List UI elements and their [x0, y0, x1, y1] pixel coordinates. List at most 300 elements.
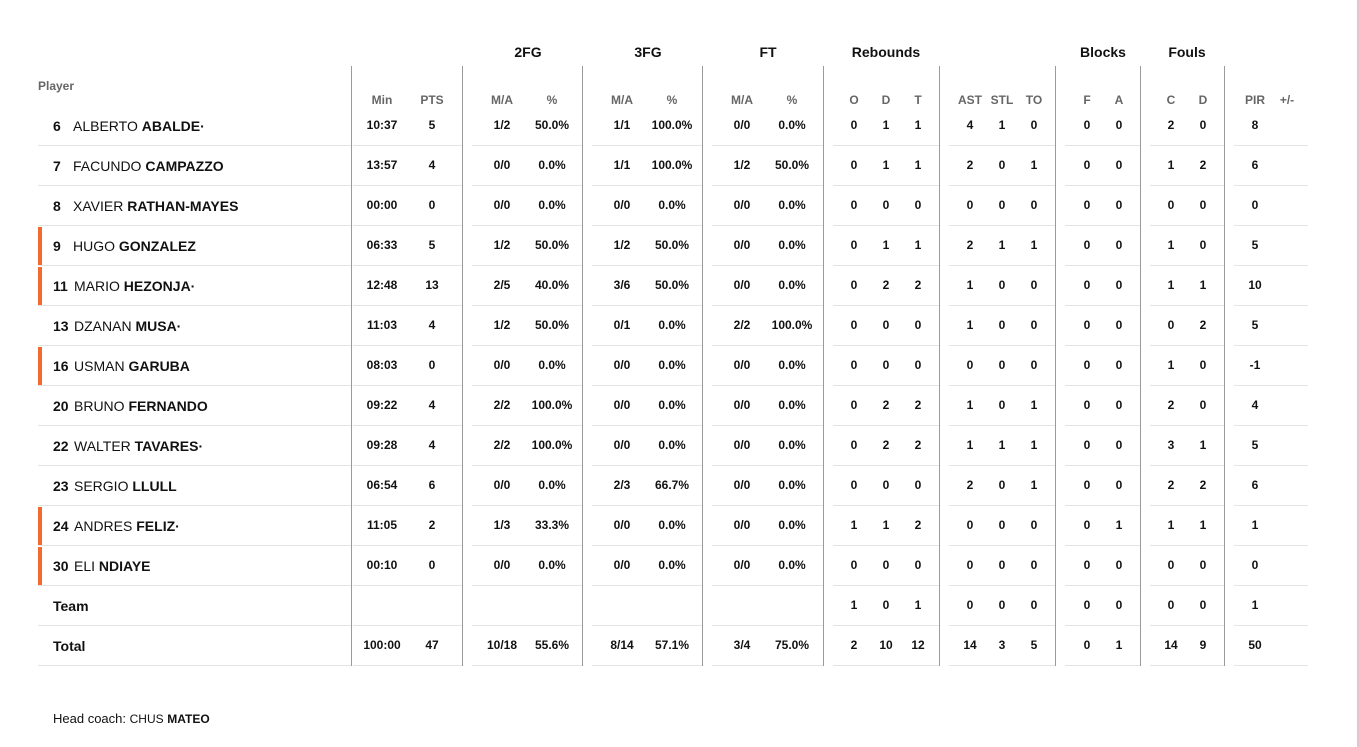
- player-number: 20: [53, 398, 69, 414]
- stat-foul-d: 1: [1199, 278, 1207, 292]
- active-player-marker: [38, 347, 42, 385]
- stat-pir: 6: [1251, 158, 1259, 172]
- player-first-name: XAVIER: [73, 198, 124, 214]
- player-name-link[interactable]: [74, 558, 151, 574]
- column-header-fg3-ma[interactable]: M/A: [611, 93, 633, 107]
- player-row: [38, 106, 1318, 146]
- player-last-name: FERNANDO: [128, 398, 208, 414]
- stat-reb-o: 1: [850, 518, 858, 532]
- stat-to: 1: [1030, 398, 1038, 412]
- stat-ft-ma: 3/4: [733, 638, 751, 652]
- stat-pir: 8: [1251, 118, 1259, 132]
- column-header-reb-t[interactable]: T: [914, 93, 922, 107]
- stat-ft-pct: 0.0%: [778, 358, 806, 372]
- player-row: [38, 506, 1318, 546]
- stat-ft-ma: 0/0: [733, 438, 751, 452]
- stat-ft-pct: 0.0%: [778, 198, 806, 212]
- player-name-link[interactable]: [74, 318, 181, 334]
- player-row: [38, 186, 1318, 226]
- stat-pts: 4: [428, 438, 436, 452]
- stat-fg2-ma: 1/2: [493, 238, 511, 252]
- stat-ft-ma: 0/0: [733, 558, 751, 572]
- stat-fg2-pct: 0.0%: [538, 358, 566, 372]
- player-first-name: ANDRES: [74, 518, 133, 534]
- stat-pts: 0: [428, 358, 436, 372]
- stat-stl: 3: [998, 638, 1006, 652]
- stat-reb-d: 0: [882, 358, 890, 372]
- column-header-ast[interactable]: AST: [958, 93, 982, 107]
- stat-blk-f: 0: [1083, 598, 1091, 612]
- stat-reb-d: 2: [882, 438, 890, 452]
- stat-ft-ma: 0/0: [733, 478, 751, 492]
- stat-ft-ma: 1/2: [733, 158, 751, 172]
- stat-min: 00:00: [366, 198, 398, 212]
- player-row: [38, 146, 1318, 186]
- stat-reb-o: 2: [850, 638, 858, 652]
- stat-blk-f: 0: [1083, 238, 1091, 252]
- stat-blk-a: 0: [1115, 198, 1123, 212]
- stat-fg3-ma: 0/0: [613, 558, 631, 572]
- stat-foul-d: 0: [1199, 358, 1207, 372]
- stat-blk-f: 0: [1083, 318, 1091, 332]
- stat-foul-d: 0: [1199, 118, 1207, 132]
- stat-to: 5: [1030, 638, 1038, 652]
- stat-fg2-pct: 33.3%: [534, 518, 570, 532]
- stat-reb-t: 0: [914, 198, 922, 212]
- stat-blk-a: 0: [1115, 558, 1123, 572]
- row-separator: [353, 665, 462, 666]
- stat-blk-a: 0: [1115, 398, 1123, 412]
- stat-ast: 4: [966, 118, 974, 132]
- player-first-name: ELI: [74, 558, 96, 574]
- stat-to: 0: [1030, 278, 1038, 292]
- stat-reb-t: 1: [914, 598, 922, 612]
- stat-fg2-ma: 0/0: [493, 158, 511, 172]
- player-last-name: ABALDE·: [141, 118, 205, 134]
- stat-reb-d: 1: [882, 518, 890, 532]
- stat-blk-a: 0: [1115, 478, 1123, 492]
- player-last-name: GONZALEZ: [118, 238, 196, 254]
- stat-fg3-pct: 100.0%: [651, 158, 693, 172]
- column-header-blk-f[interactable]: F: [1083, 93, 1091, 107]
- stat-to: 0: [1030, 598, 1038, 612]
- stat-fg2-ma: 1/2: [493, 118, 511, 132]
- stat-reb-d: 2: [882, 398, 890, 412]
- stat-ft-pct: 0.0%: [778, 278, 806, 292]
- stat-foul-d: 0: [1199, 598, 1207, 612]
- stat-ft-pct: 50.0%: [774, 158, 810, 172]
- stat-reb-t: 1: [914, 238, 922, 252]
- stat-reb-t: 0: [914, 478, 922, 492]
- column-header-fg3-pct[interactable]: %: [666, 93, 678, 107]
- player-first-name: USMAN: [74, 358, 125, 374]
- stat-reb-o: 0: [850, 358, 858, 372]
- player-row: [38, 346, 1318, 386]
- stat-pts: 2: [428, 518, 436, 532]
- stat-fg2-pct: 50.0%: [534, 238, 570, 252]
- column-header-pm[interactable]: +/-: [1279, 93, 1295, 107]
- stat-min: 13:57: [366, 158, 398, 172]
- stat-ast: 0: [966, 518, 974, 532]
- stat-ft-ma: 0/0: [733, 278, 751, 292]
- stat-reb-d: 2: [882, 278, 890, 292]
- player-number: 11: [53, 278, 68, 294]
- stat-stl: 0: [998, 398, 1006, 412]
- stat-ast: 1: [966, 318, 974, 332]
- stat-reb-o: 0: [850, 558, 858, 572]
- player-row: [38, 226, 1318, 266]
- stat-ast: 0: [966, 358, 974, 372]
- stat-foul-d: 9: [1199, 638, 1207, 652]
- stat-min: 10:37: [366, 118, 398, 132]
- stat-fg3-ma: 3/6: [613, 278, 631, 292]
- stat-reb-t: 1: [914, 158, 922, 172]
- group-header-fouls: Fouls: [1168, 44, 1206, 60]
- stat-fg2-pct: 50.0%: [534, 318, 570, 332]
- stat-ft-ma: 0/0: [733, 398, 751, 412]
- stat-fg3-ma: 0/0: [613, 358, 631, 372]
- stat-pts: 47: [425, 638, 439, 652]
- stat-stl: 0: [998, 198, 1006, 212]
- team-label: Team: [53, 598, 89, 614]
- player-name-link[interactable]: [74, 358, 190, 374]
- stat-blk-f: 0: [1083, 398, 1091, 412]
- group-header-rebounds: Rebounds: [851, 44, 921, 60]
- stat-foul-c: 1: [1167, 278, 1175, 292]
- player-number: 23: [53, 478, 69, 494]
- stat-ft-pct: 0.0%: [778, 518, 806, 532]
- row-separator: [1234, 665, 1308, 666]
- stat-foul-d: 1: [1199, 438, 1207, 452]
- stat-pir: 5: [1251, 318, 1259, 332]
- player-last-name: GARUBA: [128, 358, 190, 374]
- stat-reb-o: 0: [850, 278, 858, 292]
- stat-fg3-pct: 66.7%: [654, 478, 690, 492]
- column-header-fg2-ma[interactable]: M/A: [491, 93, 513, 107]
- stat-pir: 1: [1251, 518, 1259, 532]
- stat-pts: 5: [428, 118, 436, 132]
- stat-min: 06:33: [366, 238, 398, 252]
- stat-pir: 6: [1251, 478, 1259, 492]
- stat-fg2-ma: 2/5: [493, 278, 511, 292]
- stat-fg3-pct: 0.0%: [658, 358, 686, 372]
- player-name-link[interactable]: [74, 278, 195, 294]
- group-header-2fg: 2FG: [514, 44, 542, 60]
- player-name-link[interactable]: [73, 158, 224, 174]
- player-last-name: FELIZ·: [136, 518, 180, 534]
- stat-min: 08:03: [366, 358, 398, 372]
- stat-reb-d: 0: [882, 558, 890, 572]
- stat-foul-c: 2: [1167, 118, 1175, 132]
- player-name-link[interactable]: [74, 478, 177, 494]
- stat-fg2-ma: 0/0: [493, 478, 511, 492]
- player-name-link[interactable]: [73, 238, 196, 254]
- stat-pts: 0: [428, 198, 436, 212]
- stat-blk-a: 0: [1115, 118, 1123, 132]
- stat-stl: 0: [998, 278, 1006, 292]
- player-name-link[interactable]: [73, 118, 205, 134]
- player-last-name: CAMPAZZO: [145, 158, 224, 174]
- head-coach-first-name: CHUS: [129, 712, 164, 726]
- stat-stl: 0: [998, 558, 1006, 572]
- stat-fg2-pct: 0.0%: [538, 198, 566, 212]
- row-separator: [833, 665, 939, 666]
- stat-fg3-ma: 0/0: [613, 398, 631, 412]
- stat-reb-t: 1: [914, 118, 922, 132]
- stat-reb-t: 2: [914, 398, 922, 412]
- row-separator: [38, 665, 351, 666]
- stat-pir: 4: [1251, 398, 1259, 412]
- stat-pir: 10: [1248, 278, 1262, 292]
- stat-reb-d: 10: [879, 638, 893, 652]
- stat-blk-f: 0: [1083, 638, 1091, 652]
- stat-fg3-ma: 0/0: [613, 198, 631, 212]
- column-header-foul-c[interactable]: C: [1166, 93, 1176, 107]
- column-header-blk-a[interactable]: A: [1114, 93, 1124, 107]
- player-number: 16: [53, 358, 69, 374]
- stat-ft-pct: 0.0%: [778, 438, 806, 452]
- player-first-name: SERGIO: [74, 478, 129, 494]
- stat-ast: 2: [966, 478, 974, 492]
- stat-stl: 1: [998, 438, 1006, 452]
- player-first-name: WALTER: [74, 438, 131, 454]
- stat-fg3-ma: 1/1: [613, 118, 631, 132]
- stat-stl: 1: [998, 238, 1006, 252]
- stat-foul-c: 3: [1167, 438, 1175, 452]
- stat-fg2-pct: 50.0%: [534, 118, 570, 132]
- team-row: [38, 586, 1318, 626]
- stat-min: 11:03: [366, 318, 398, 332]
- player-number: 6: [53, 118, 61, 134]
- player-first-name: HUGO: [73, 238, 115, 254]
- stat-fg3-ma: 2/3: [613, 478, 631, 492]
- stat-fg3-ma: 1/2: [613, 238, 631, 252]
- stat-to: 0: [1030, 558, 1038, 572]
- stat-pir: 5: [1251, 438, 1259, 452]
- player-name-link[interactable]: [74, 398, 208, 414]
- player-last-name: TAVARES·: [134, 438, 204, 454]
- stat-reb-o: 0: [850, 198, 858, 212]
- player-first-name: MARIO: [74, 278, 120, 294]
- stat-ast: 1: [966, 278, 974, 292]
- stat-blk-a: 0: [1115, 318, 1123, 332]
- stat-blk-f: 0: [1083, 118, 1091, 132]
- stat-to: 0: [1030, 318, 1038, 332]
- player-last-name: LLULL: [132, 478, 177, 494]
- player-number: 13: [53, 318, 69, 334]
- stat-to: 0: [1030, 518, 1038, 532]
- stat-reb-t: 2: [914, 278, 922, 292]
- stat-to: 1: [1030, 158, 1038, 172]
- head-coach-last-name: MATEO: [167, 712, 210, 726]
- stat-pts: 6: [428, 478, 436, 492]
- stat-pir: 0: [1251, 558, 1259, 572]
- stat-stl: 0: [998, 518, 1006, 532]
- stat-blk-a: 0: [1115, 598, 1123, 612]
- stat-foul-c: 2: [1167, 398, 1175, 412]
- group-header-3fg: 3FG: [634, 44, 662, 60]
- stat-blk-a: 0: [1115, 238, 1123, 252]
- stat-reb-o: 0: [850, 158, 858, 172]
- stat-to: 0: [1030, 118, 1038, 132]
- stat-reb-o: 0: [850, 238, 858, 252]
- stat-reb-o: 0: [850, 438, 858, 452]
- stat-min: 11:05: [366, 518, 398, 532]
- stat-fg2-ma: 0/0: [493, 198, 511, 212]
- player-last-name: MUSA·: [135, 318, 182, 334]
- stat-ast: 2: [966, 238, 974, 252]
- column-header-foul-d[interactable]: D: [1198, 93, 1208, 107]
- stat-stl: 0: [998, 318, 1006, 332]
- total-label: Total: [53, 638, 86, 654]
- player-row: [38, 426, 1318, 466]
- stat-ft-pct: 0.0%: [778, 118, 806, 132]
- stat-ft-ma: 0/0: [733, 358, 751, 372]
- row-separator: [1065, 665, 1140, 666]
- stat-stl: 1: [998, 118, 1006, 132]
- stat-reb-t: 2: [914, 518, 922, 532]
- stat-reb-t: 12: [911, 638, 925, 652]
- stat-reb-d: 0: [882, 598, 890, 612]
- player-row: [38, 306, 1318, 346]
- player-row: [38, 546, 1318, 586]
- stat-foul-c: 1: [1167, 238, 1175, 252]
- stat-blk-f: 0: [1083, 158, 1091, 172]
- stat-fg2-ma: 0/0: [493, 358, 511, 372]
- column-header-reb-d[interactable]: D: [881, 93, 891, 107]
- stat-ft-pct: 75.0%: [774, 638, 810, 652]
- active-player-marker: [38, 227, 42, 265]
- stat-ast: 1: [966, 438, 974, 452]
- player-first-name: DZANAN: [74, 318, 132, 334]
- stat-min: 09:28: [366, 438, 398, 452]
- stat-ft-ma: 0/0: [733, 518, 751, 532]
- stat-fg2-ma: 10/18: [486, 638, 518, 652]
- stat-blk-f: 0: [1083, 478, 1091, 492]
- stat-pir: 1: [1251, 598, 1259, 612]
- stat-fg3-pct: 100.0%: [651, 118, 693, 132]
- group-header-ft: FT: [759, 44, 777, 60]
- column-header-ft-ma[interactable]: M/A: [731, 93, 753, 107]
- player-name-link[interactable]: [73, 198, 238, 214]
- stat-reb-o: 0: [850, 118, 858, 132]
- stat-foul-c: 2: [1167, 478, 1175, 492]
- player-column-header: Player: [38, 79, 75, 93]
- column-header-stl[interactable]: STL: [990, 93, 1014, 107]
- player-number: 30: [53, 558, 69, 574]
- stat-stl: 0: [998, 158, 1006, 172]
- stat-fg3-ma: 1/1: [613, 158, 631, 172]
- column-header-ft-pct[interactable]: %: [786, 93, 798, 107]
- stat-blk-f: 0: [1083, 358, 1091, 372]
- stat-foul-d: 0: [1199, 398, 1207, 412]
- stat-blk-f: 0: [1083, 558, 1091, 572]
- stat-fg3-pct: 0.0%: [658, 398, 686, 412]
- stat-min: 12:48: [366, 278, 398, 292]
- stat-min: 06:54: [366, 478, 398, 492]
- active-player-marker: [38, 507, 42, 545]
- stat-fg2-ma: 2/2: [493, 398, 511, 412]
- stat-fg3-ma: 8/14: [610, 638, 634, 652]
- stat-foul-c: 0: [1167, 598, 1175, 612]
- stat-foul-c: 1: [1167, 358, 1175, 372]
- stat-fg3-ma: 0/0: [613, 518, 631, 532]
- stat-foul-d: 0: [1199, 198, 1207, 212]
- stat-to: 0: [1030, 198, 1038, 212]
- player-first-name: ALBERTO: [73, 118, 138, 134]
- stat-to: 1: [1030, 478, 1038, 492]
- stat-blk-a: 1: [1115, 518, 1123, 532]
- stat-fg3-pct: 57.1%: [654, 638, 690, 652]
- active-player-marker: [38, 547, 42, 585]
- stat-foul-c: 1: [1167, 158, 1175, 172]
- stat-ft-pct: 0.0%: [778, 478, 806, 492]
- stat-fg3-ma: 0/0: [613, 438, 631, 452]
- stat-ast: 0: [966, 598, 974, 612]
- stat-fg3-pct: 0.0%: [658, 318, 686, 332]
- stat-ft-ma: 0/0: [733, 118, 751, 132]
- stat-foul-c: 1: [1167, 518, 1175, 532]
- player-number: 8: [53, 198, 61, 214]
- stat-foul-c: 14: [1164, 638, 1178, 652]
- player-number: 7: [53, 158, 61, 174]
- player-first-name: FACUNDO: [73, 158, 142, 174]
- column-header-reb-o[interactable]: O: [849, 93, 859, 107]
- stat-fg2-pct: 55.6%: [534, 638, 570, 652]
- stat-reb-o: 0: [850, 478, 858, 492]
- stat-pts: 0: [428, 558, 436, 572]
- stat-ft-pct: 0.0%: [778, 398, 806, 412]
- stat-blk-f: 0: [1083, 198, 1091, 212]
- stat-pts: 4: [428, 158, 436, 172]
- stat-reb-t: 0: [914, 318, 922, 332]
- column-header-to[interactable]: TO: [1025, 93, 1043, 107]
- stat-ft-ma: 2/2: [733, 318, 751, 332]
- stat-pts: 4: [428, 318, 436, 332]
- player-name-link[interactable]: [74, 438, 203, 454]
- stat-ft-ma: 0/0: [733, 238, 751, 252]
- stat-pts: 4: [428, 398, 436, 412]
- column-header-pir[interactable]: PIR: [1244, 93, 1265, 107]
- player-row: [38, 266, 1318, 306]
- stat-fg2-ma: 1/2: [493, 318, 511, 332]
- row-separator: [472, 665, 582, 666]
- stat-to: 0: [1030, 358, 1038, 372]
- column-header-min[interactable]: Min: [371, 93, 393, 107]
- stat-foul-d: 2: [1199, 478, 1207, 492]
- player-row: [38, 386, 1318, 426]
- column-header-fg2-pct[interactable]: %: [546, 93, 558, 107]
- player-last-name: HEZONJA·: [123, 278, 196, 294]
- player-number: 22: [53, 438, 69, 454]
- column-header-pts[interactable]: PTS: [420, 93, 444, 107]
- stat-reb-d: 1: [882, 158, 890, 172]
- stat-blk-f: 0: [1083, 438, 1091, 452]
- player-name-link[interactable]: [74, 518, 180, 534]
- stat-fg3-pct: 50.0%: [654, 278, 690, 292]
- stat-min: 09:22: [366, 398, 398, 412]
- stat-ast: 0: [966, 198, 974, 212]
- stat-foul-d: 2: [1199, 158, 1207, 172]
- stat-reb-t: 0: [914, 558, 922, 572]
- stat-foul-c: 0: [1167, 198, 1175, 212]
- row-separator: [949, 665, 1055, 666]
- stat-pir: -1: [1249, 358, 1261, 372]
- stat-pts: 13: [425, 278, 439, 292]
- stat-fg3-pct: 0.0%: [658, 438, 686, 452]
- stat-fg2-pct: 0.0%: [538, 478, 566, 492]
- player-number: 24: [53, 518, 69, 534]
